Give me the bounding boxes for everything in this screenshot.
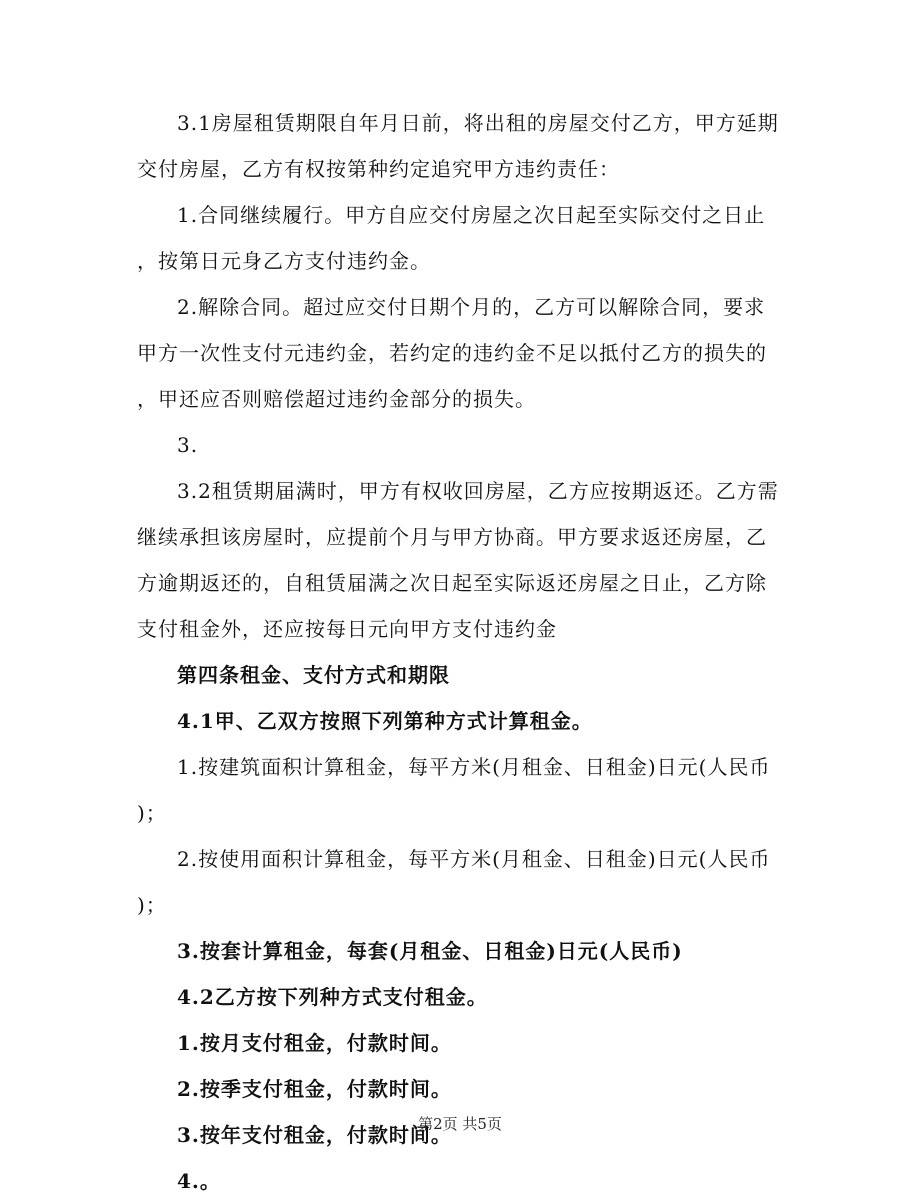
paragraph-line: 4.。 <box>177 1169 221 1193</box>
paragraph-line: 4.1甲、乙双方按照下列第种方式计算租金。 <box>177 709 593 733</box>
paragraph-line: 支付租金外，还应按每日元向甲方支付违约金 <box>137 617 557 641</box>
paragraph-line: 3.1房屋租赁期限自年月日前，将出租的房屋交付乙方，甲方延期 <box>177 111 779 135</box>
paragraph-line: )； <box>137 801 167 825</box>
page-footer <box>0 1113 920 1134</box>
paragraph-line: 1.按月支付租金，付款时间。 <box>177 1031 452 1055</box>
paragraph-line: 1.合同继续履行。甲方自应交付房屋之次日起至实际交付之日止 <box>177 203 766 227</box>
paragraph-line: 4.2乙方按下列种方式支付租金。 <box>177 985 488 1009</box>
paragraph-line: 交付房屋，乙方有权按第种约定追究甲方违约责任： <box>137 157 620 181</box>
paragraph-line: 3. <box>177 433 199 457</box>
paragraph-line: 3.按套计算租金，每套(月租金、日租金)日元(人民币) <box>177 939 683 963</box>
paragraph-line: )； <box>137 893 167 917</box>
paragraph-line: ，按第日元身乙方支付违约金。 <box>137 249 431 273</box>
page-number-label: 第2页 共5页 <box>418 1115 502 1133</box>
paragraph-line: 3.按年支付租金，付款时间。 <box>177 1123 452 1147</box>
paragraph-line: 2.按使用面积计算租金，每平方米(月租金、日租金)日元(人民币 <box>177 847 771 871</box>
document-body <box>137 100 787 1204</box>
paragraph-line: 方逾期返还的，自租赁届满之次日起至实际返还房屋之日止，乙方除 <box>137 571 767 595</box>
paragraph-line: 甲方一次性支付元违约金，若约定的违约金不足以抵付乙方的损失的 <box>137 341 767 365</box>
paragraph-line: 3.2租赁期届满时，甲方有权收回房屋，乙方应按期返还。乙方需 <box>177 479 779 503</box>
paragraph-line: 1.按建筑面积计算租金，每平方米(月租金、日租金)日元(人民币 <box>177 755 771 779</box>
paragraph-line: 继续承担该房屋时，应提前个月与甲方协商。甲方要求返还房屋，乙 <box>137 525 767 549</box>
section-heading: 第四条租金、支付方式和期限 <box>177 663 450 687</box>
paragraph-line: ，甲还应否则赔偿超过违约金部分的损失。 <box>137 387 536 411</box>
paragraph-line: 2.按季支付租金，付款时间。 <box>177 1077 452 1101</box>
paragraph-line: 2.解除合同。超过应交付日期个月的，乙方可以解除合同，要求 <box>177 295 766 319</box>
